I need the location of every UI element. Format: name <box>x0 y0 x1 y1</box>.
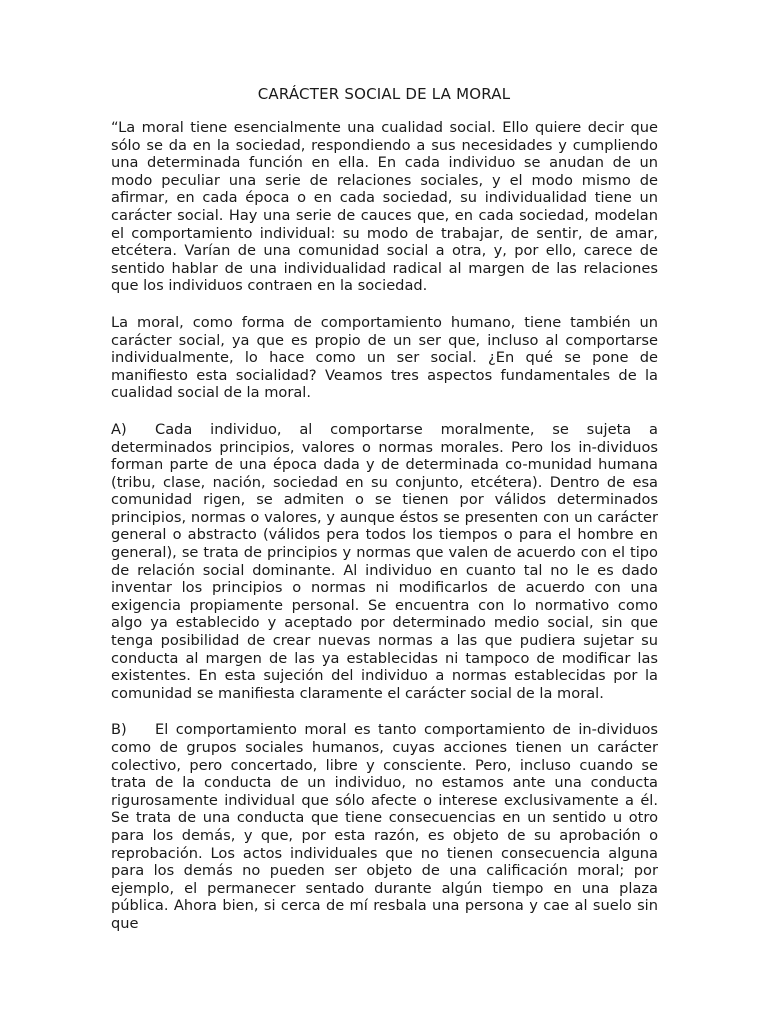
paragraph-label: B) <box>111 721 127 739</box>
document-body <box>111 119 658 933</box>
paragraph-intro <box>111 119 658 295</box>
page-title: CARÁCTER SOCIAL DE LA MORAL <box>257 85 511 103</box>
paragraph-text: “La moral tiene esencialmente una cualidad social. Ello quiere decir que sólo se da en la sociedad, respondiendo a sus necesidades y cumpliendo una determinada función en ella. En cada individuo se anudan de un modo peculiar una serie de relaciones sociales, y el modo mismo de afirmar, en cada época o en cada sociedad, su individualidad tiene un carácter social. Hay una serie de cauces que, en cada sociedad, modelan el comportamiento individual: su modo de trabajar, de sentir, de amar, etcétera. Varían de una comunidad social a otra, y, por ello, carece de sentido hablar de una individualidad radical al margen de las relaciones que los individuos contraen en la sociedad. <box>111 119 658 295</box>
paragraph-text: La moral, como forma de comportamiento humano, tiene también un carácter social, ya que es propio de un ser que, incluso al comportarse individualmente, lo hace como un ser social. ¿En qué se pone de manifiesto esta socialidad? Veamos tres aspectos fundamentales de la cualidad social de la moral. <box>111 313 658 402</box>
paragraph-text: El comportamiento moral es tanto comportamiento de in-dividuos como de grupos sociales humanos, cuyas acciones tienen un carácter colectivo, pero concertado, libre y consciente. Pero, incluso cuando se trata de la conducta de un individuo, no estamos ante una conducta rigurosamente individual que sólo afecte o interese exclusivamente a él. Se trata de una conducta que tiene consecuencias en un sentido u otro para los demás, y que, por esta razón, es objeto de su aprobación o reprobación. Los actos individuales que no tienen consecuencia alguna para los demás no pueden ser objeto de una calificación moral; por ejemplo, el permanecer sentado durante algún tiempo en una plaza pública. Ahora bien, si cerca de mí resbala una persona y cae al suelo sin que <box>111 721 658 932</box>
paragraph-b <box>111 721 658 932</box>
paragraph-text: Cada individuo, al comportarse moralmente, se sujeta a determinados principios, valores o normas morales. Pero los in-dividuos forman parte de una época dada y de determinada co-munidad humana (tribu, clase, nación, sociedad en su conjunto, etcétera). Dentro de esa comunidad rigen, se admiten o se tienen por válidos determinados principios, normas o valores, y aunque éstos se presenten con un carácter general o abstracto (válidos pera todos los tiempos o para el hombre en general), se trata de principios y normas que valen de acuerdo con el tipo de relación social dominante. Al individuo en cuanto tal no le es dado inventar los principios o normas ni modificarlos de acuerdo con una exigencia propiamente personal. Se encuentra con lo normativo como algo ya establecido y aceptado por determinado medio social, sin que tenga posibilidad de crear nuevas normas a las que pudiera sujetar su conducta al margen de las ya establecidas ni tampoco de modificar las existentes. En esta sujeción del individuo a normas establecidas por la comunidad se manifiesta claramente el carácter social de la moral. <box>111 420 658 702</box>
paragraph-a <box>111 421 658 703</box>
paragraph-socialidad <box>111 314 658 402</box>
paragraph-label: A) <box>111 420 127 438</box>
